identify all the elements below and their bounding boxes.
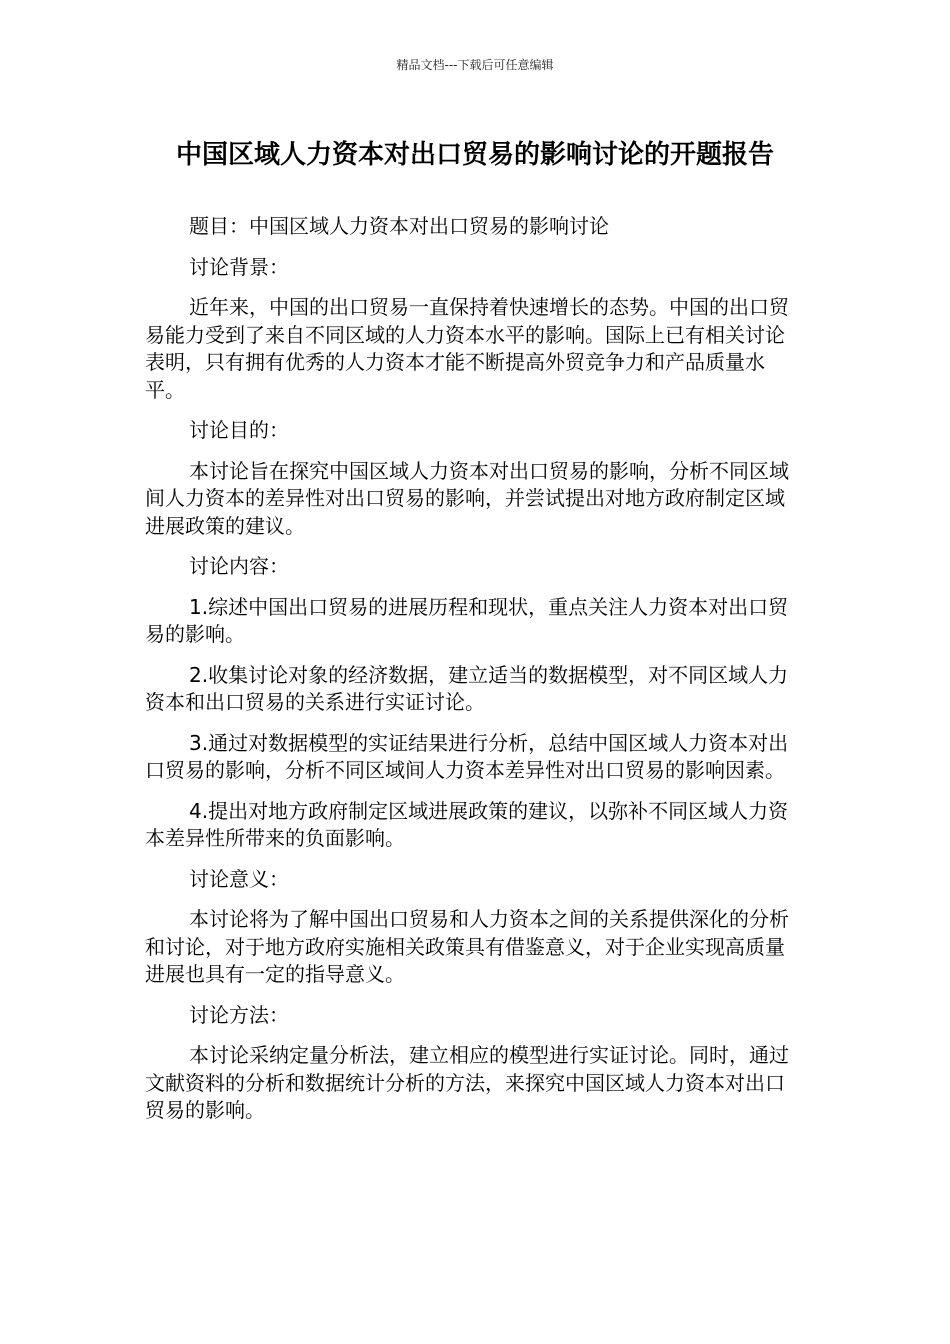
document-title: 中国区域人力资本对出口贸易的影响讨论的开题报告 bbox=[175, 140, 774, 170]
content-item-2: 2.收集讨论对象的经济数据，建立适当的数据模型，对不同区域人力资本和出口贸易的关系进行实证讨论。 bbox=[145, 662, 789, 714]
page-header: 精品文档---下载后可任意编辑 bbox=[396, 58, 554, 72]
content-item-1: 1.综述中国出口贸易的进展历程和现状，重点关注人力资本对出口贸易的影响。 bbox=[145, 594, 789, 646]
significance-paragraph: 本讨论将为了解中国出口贸易和人力资本之间的关系提供深化的分析和讨论，对于地方政府实施相关政策具有借鉴意义，对于企业实现高质量进展也具有一定的指导意义。 bbox=[145, 907, 789, 986]
purpose-paragraph: 本讨论旨在探究中国区域人力资本对出口贸易的影响，分析不同区域间人力资本的差异性对出口贸易的影响，并尝试提出对地方政府制定区域进展政策的建议。 bbox=[145, 458, 789, 538]
document-body bbox=[145, 213, 793, 1138]
section-heading-method: 讨论方法： bbox=[189, 1002, 289, 1027]
topic-line: 题目：中国区域人力资本对出口贸易的影响讨论 bbox=[189, 214, 609, 238]
section-heading-purpose: 讨论目的： bbox=[189, 418, 289, 442]
section-heading-significance: 讨论意义： bbox=[189, 866, 289, 891]
background-paragraph: 近年来，中国的出口贸易一直保持着快速增长的态势。中国的出口贸易能力受到了来自不同区域的人力资本水平的影响。国际上已有相关讨论表明，只有拥有优秀的人力资本才能不断提高外贸竞争力和产品质量水平。 bbox=[145, 295, 789, 402]
content-item-4: 4.提出对地方政府制定区域进展政策的建议，以弥补不同区域人力资本差异性所带来的负面影响。 bbox=[145, 798, 789, 850]
method-paragraph: 本讨论采纳定量分析法，建立相应的模型进行实证讨论。同时，通过文献资料的分析和数据统计分析的方法，来探究中国区域人力资本对出口贸易的影响。 bbox=[145, 1043, 789, 1122]
content-item-3: 3.通过对数据模型的实证结果进行分析，总结中国区域人力资本对出口贸易的影响，分析不同区域间人力资本差异性对出口贸易的影响因素。 bbox=[145, 730, 789, 782]
section-heading-background: 讨论背景： bbox=[189, 254, 289, 279]
section-heading-content: 讨论内容： bbox=[189, 554, 289, 578]
